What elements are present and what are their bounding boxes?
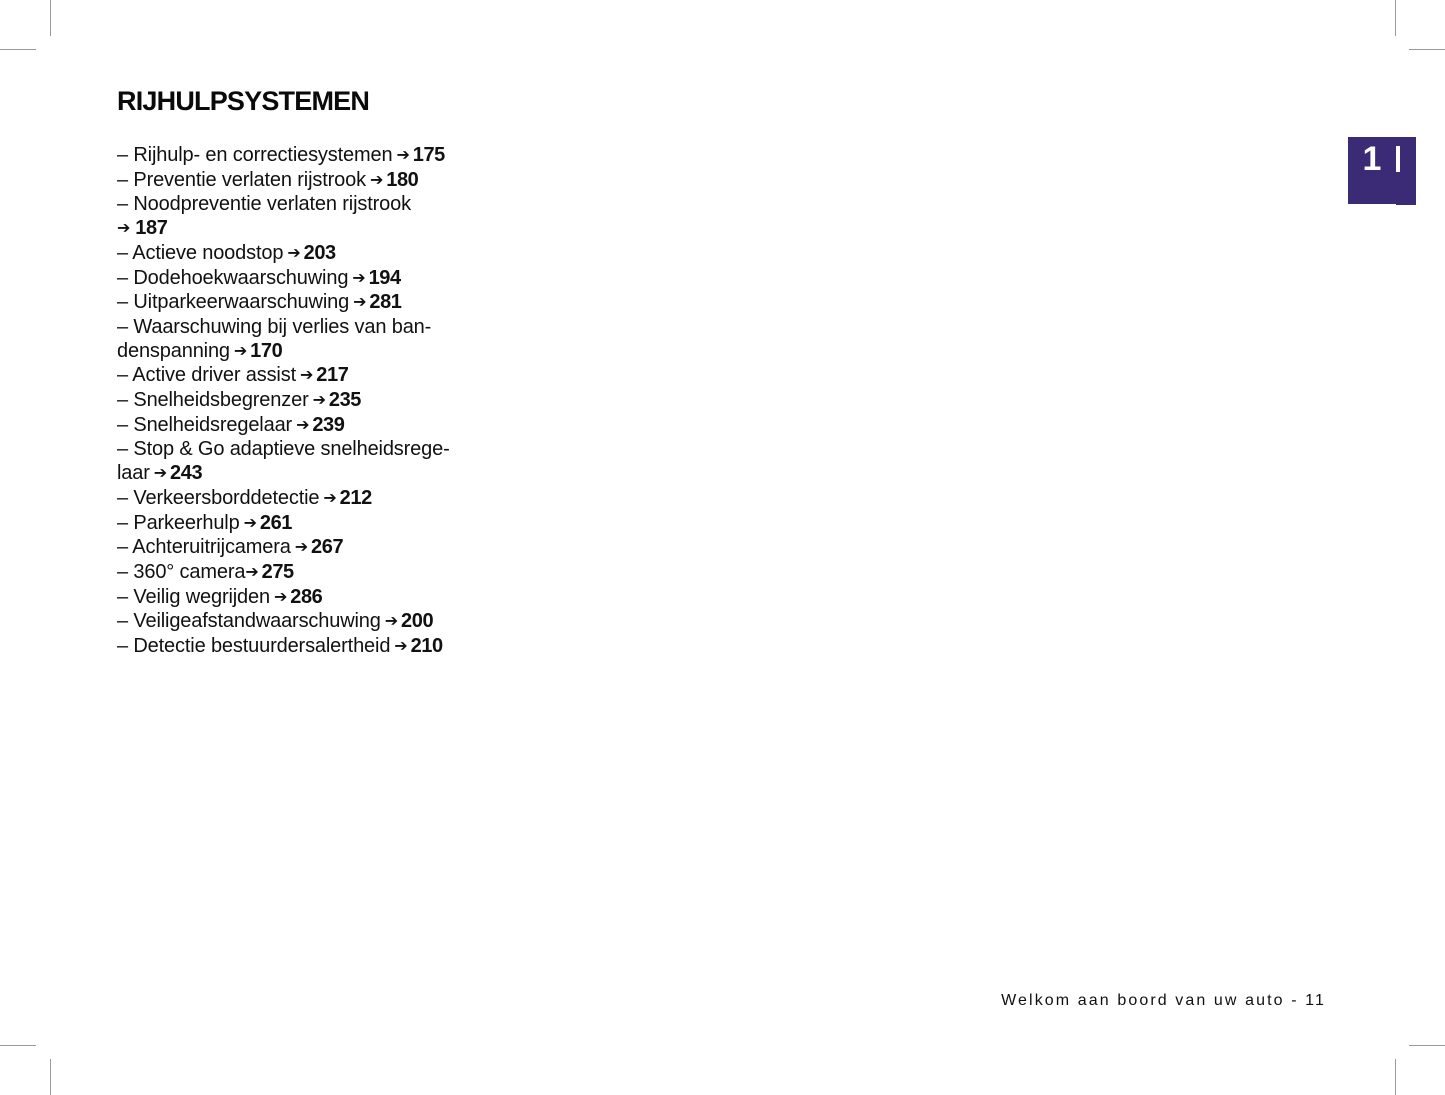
item-text: – Snelheidsregelaar <box>117 413 293 436</box>
arrow-right-icon: ➔ <box>300 367 314 385</box>
crop-mark-bottom-right-horizontal <box>1409 1045 1445 1046</box>
page-reference[interactable]: 212 <box>339 486 372 509</box>
item-text: – Preventie verlaten rijstrook <box>117 168 366 191</box>
arrow-right-icon: ➔ <box>273 588 288 606</box>
list-item-continuation[interactable] <box>117 340 497 365</box>
item-text: – Stop & Go adaptieve snelheidsrege- <box>117 438 450 461</box>
page-reference[interactable]: 175 <box>412 144 445 166</box>
crop-mark-bottom-left-horizontal <box>0 1045 36 1046</box>
item-text: – Waarschuwing bij verlies van ban- <box>117 315 432 338</box>
arrow-right-icon: ➔ <box>294 539 309 557</box>
arrow-right-icon: ➔ <box>117 220 131 238</box>
page-reference[interactable]: 239 <box>312 413 345 436</box>
item-text: – Detectie bestuurdersalertheid <box>117 635 391 658</box>
arrow-right-icon: ➔ <box>296 416 310 434</box>
crop-mark-top-right-horizontal <box>1409 49 1445 50</box>
list-item-continuation[interactable] <box>117 462 497 487</box>
page-reference[interactable]: 235 <box>328 389 362 412</box>
item-text: – Dodehoekwaarschuwing <box>117 266 349 289</box>
list-item[interactable] <box>117 291 497 316</box>
item-text: – Rijhulp- en correctiesystemen <box>117 144 393 166</box>
page-reference[interactable]: 281 <box>369 291 402 314</box>
item-text: – Uitparkeerwaarschuwing <box>117 291 350 314</box>
page-reference[interactable]: 203 <box>303 241 336 264</box>
arrow-right-icon: ➔ <box>153 465 168 483</box>
list-item[interactable] <box>117 536 497 561</box>
page-reference[interactable]: 267 <box>311 536 344 559</box>
list-item[interactable] <box>117 438 497 462</box>
item-text: – Noodpreventie verlaten rijstrook <box>117 193 411 216</box>
arrow-right-icon: ➔ <box>243 514 257 532</box>
list-item[interactable] <box>117 364 497 389</box>
list-item[interactable] <box>117 586 497 611</box>
arrow-right-icon: ➔ <box>353 294 367 312</box>
list-item[interactable] <box>117 610 497 635</box>
list-item[interactable] <box>117 316 497 340</box>
item-text: – Active driver assist <box>117 364 296 387</box>
page-reference[interactable]: 200 <box>401 610 434 633</box>
item-text: – Parkeerhulp <box>117 511 240 534</box>
arrow-right-icon: ➔ <box>287 244 301 262</box>
list-item[interactable] <box>117 487 497 512</box>
page-reference[interactable]: 210 <box>410 635 443 658</box>
item-text: – 360° camera <box>117 560 246 583</box>
list-item[interactable] <box>117 512 497 537</box>
item-text: denspanning <box>117 339 230 362</box>
chapter-tab-notch <box>1396 146 1400 172</box>
crop-mark-bottom-right-vertical <box>1395 1059 1396 1095</box>
item-text: laar <box>117 462 150 485</box>
page-footer: Welkom aan boord van uw auto - 11 <box>1001 992 1326 1009</box>
arrow-right-icon: ➔ <box>245 563 259 581</box>
section-heading: RIJHULPSYSTEMEN <box>117 86 370 116</box>
list-item[interactable] <box>117 193 497 217</box>
list-item[interactable] <box>117 144 497 169</box>
list-item[interactable] <box>117 267 497 292</box>
page-reference[interactable]: 261 <box>259 511 293 534</box>
arrow-right-icon: ➔ <box>369 171 384 189</box>
item-text: – Veilig wegrijden <box>117 585 270 608</box>
item-text: – Verkeersborddetectie <box>117 486 320 509</box>
list-item[interactable] <box>117 242 497 267</box>
page-reference[interactable]: 286 <box>290 585 323 608</box>
list-item-continuation[interactable] <box>117 217 497 242</box>
reference-list <box>117 144 497 660</box>
item-text: – Actieve noodstop <box>117 241 284 264</box>
page-reference[interactable]: 217 <box>316 364 349 387</box>
crop-mark-top-right-vertical <box>1395 0 1396 36</box>
arrow-right-icon: ➔ <box>323 489 337 507</box>
list-item[interactable] <box>117 561 497 586</box>
arrow-right-icon: ➔ <box>312 392 326 410</box>
item-text: – Snelheidsbegrenzer <box>117 389 309 412</box>
list-item[interactable] <box>117 635 497 660</box>
page-reference[interactable]: 275 <box>261 560 294 583</box>
list-item[interactable] <box>117 414 497 439</box>
page-reference[interactable]: 170 <box>250 339 283 362</box>
page-reference[interactable]: 243 <box>170 462 203 485</box>
crop-mark-top-left-vertical <box>50 0 51 36</box>
arrow-right-icon: ➔ <box>384 613 399 631</box>
list-item[interactable] <box>117 169 497 194</box>
arrow-right-icon: ➔ <box>394 638 408 656</box>
arrow-right-icon: ➔ <box>352 269 366 287</box>
page-reference[interactable]: 187 <box>135 217 168 240</box>
arrow-right-icon: ➔ <box>396 147 410 164</box>
page-reference[interactable]: 194 <box>368 266 401 289</box>
item-text: – Veiligeafstandwaarschuwing <box>117 610 381 633</box>
crop-mark-top-left-horizontal <box>0 49 36 50</box>
crop-mark-bottom-left-vertical <box>50 1059 51 1095</box>
arrow-right-icon: ➔ <box>233 342 248 360</box>
chapter-number: 1 <box>1362 140 1382 178</box>
item-text: – Achteruitrijcamera <box>117 536 291 559</box>
page-reference[interactable]: 180 <box>386 168 419 191</box>
list-item[interactable] <box>117 389 497 414</box>
